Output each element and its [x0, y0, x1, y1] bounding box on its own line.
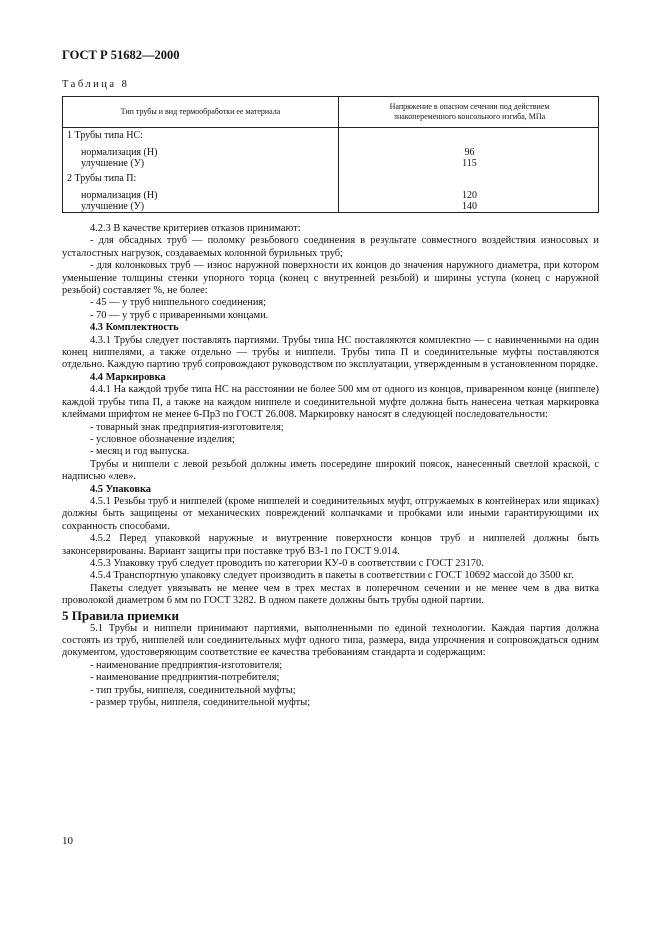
paragraph: 4.3.1 Трубы следует поставлять партиями. Трубы типа НС поставляются комплектно — с навинченными на один конец ниппелями, а также отдельно — трубы и ниппели. Трубы типа П и соединительные муфты поставляются отдельно. Каждую партию труб сопровождают руководством по эксплуатации, утвержденным в установленном порядке. [62, 334, 599, 371]
table-row-label: нормализация (Н) [81, 147, 158, 158]
list-item: - наименование предприятия-изготовителя; [90, 659, 283, 671]
table-caption: Таблица 8 [62, 79, 130, 90]
paragraph: 5.1 Трубы и ниппели принимают партиями, выполненными по единой технологии. Каждая партия должна состоять из труб, ниппелей или соединительных муфт одного типа, размера, вида упрочнения и сопровождаться одним документом, удостоверяющим соответствие ее качества требованиям стандарта и содержащим: [62, 622, 599, 659]
paragraph: 4.5.4 Транспортную упаковку следует производить в пакеты в соответствии с ГОСТ 10692 массой до 3500 кг. [90, 570, 574, 582]
list-item: - 45 — у труб ниппельного соединения; [90, 297, 267, 309]
list-item: - товарный знак предприятия-изготовителя; [90, 421, 284, 433]
subsection-heading: 4.3 Комплектность [90, 322, 179, 334]
data-table [62, 96, 599, 213]
table-header-type: Тип трубы и вид термообработки ее материала [120, 107, 281, 116]
table-row-label: улучшение (У) [81, 201, 145, 212]
table-row-label: улучшение (У) [81, 158, 145, 169]
list-item: - условное обозначение изделия; [90, 433, 235, 445]
subsection-heading: 4.5 Упаковка [90, 483, 151, 495]
paragraph: 4.5.3 Упаковку труб следует проводить по категории КУ-0 в соответствии с ГОСТ 23170. [90, 557, 484, 569]
table-header-stress [339, 97, 600, 127]
table-row-value: 96 [464, 147, 475, 158]
table-row-value: 120 [462, 190, 477, 201]
paragraph: - для обсадных труб — поломку резьбового соединения в результате совместного воздействия износовых и усталостных нагрузок, создаваемых колонной бурильных труб; [62, 235, 599, 259]
table-row-value: 115 [462, 158, 477, 169]
table-header-divider [63, 127, 598, 128]
paragraph: Трубы и ниппели с левой резьбой должны иметь посередине широкий поясок, нанесенный светлой краской, с надписью «лев». [62, 458, 599, 483]
paragraph: 4.2.3 В качестве критериев отказов принимают: [90, 223, 301, 234]
section-title: 5 Правила приемки [62, 607, 179, 623]
table-header-stress-line2: знакопеременного консольного изгиба, МПа [393, 112, 546, 121]
paragraph: 4.4.1 На каждой трубе типа НС на расстоянии не более 500 мм от одного из концов, приваренном конце (ниппеле) каждой трубы типа П, а также на каждом ниппеле и соединительной муфте должна быть нанесена четкая маркировка клеймами шрифтом не менее 6-Пр3 по ГОСТ 26.008. Маркировку наносят в следующей последовательности: [62, 384, 599, 421]
paragraph: - для колонковых труб — износ наружной поверхности их концов до значения наружного диаметра, при котором уменьшение толщины стенки упорного торца (конец с внутренней резьбой) и ширины уступа (конец с наружной резьбой) составляет %, не более: [62, 260, 599, 297]
table-group-label: 2 Трубы типа П: [67, 173, 137, 184]
paragraph: 4.5.2 Перед упаковкой наружные и внутренние поверхности концов труб и ниппелей должны быть законсервированы. Вариант защиты при поставке труб ВЗ-1 по ГОСТ 9.014. [62, 533, 599, 557]
list-item: - тип трубы, ниппеля, соединительной муфты; [90, 684, 296, 696]
table-header-stress-line1: Напряжение в опасном сечении под действием [389, 102, 550, 111]
list-item: - месяц и год выпуска. [90, 446, 190, 458]
page-number: 10 [62, 835, 73, 847]
list-item: - размер трубы, ниппеля, соединительной муфты; [90, 697, 311, 709]
list-item: - наименование предприятия-потребителя; [90, 672, 280, 684]
paragraph: 4.5.1 Резьбы труб и ниппелей (кроме ниппелей и соединительных муфт, отгружаемых в контейнерах или ящиках) должны быть защищены от механических повреждений колпачками и пробками или иными гарантирующими их сохранность способами. [62, 495, 599, 532]
list-item: - 70 — у труб с приваренными концами. [90, 309, 269, 321]
table-row-value: 140 [462, 201, 477, 212]
document-header: ГОСТ Р 51682—2000 [62, 48, 180, 62]
paragraph: Пакеты следует увязывать не менее чем в трех местах в поперечном сечении и не менее чем в два витка проволокой диаметром 6 мм по ГОСТ 3282. В одном пакете должны быть трубы одной партии. [62, 582, 599, 607]
document-body [62, 223, 599, 709]
table-group-label: 1 Трубы типа НС: [67, 130, 143, 141]
subsection-heading: 4.4 Маркировка [90, 371, 166, 383]
table-row-label: нормализация (Н) [81, 190, 158, 201]
